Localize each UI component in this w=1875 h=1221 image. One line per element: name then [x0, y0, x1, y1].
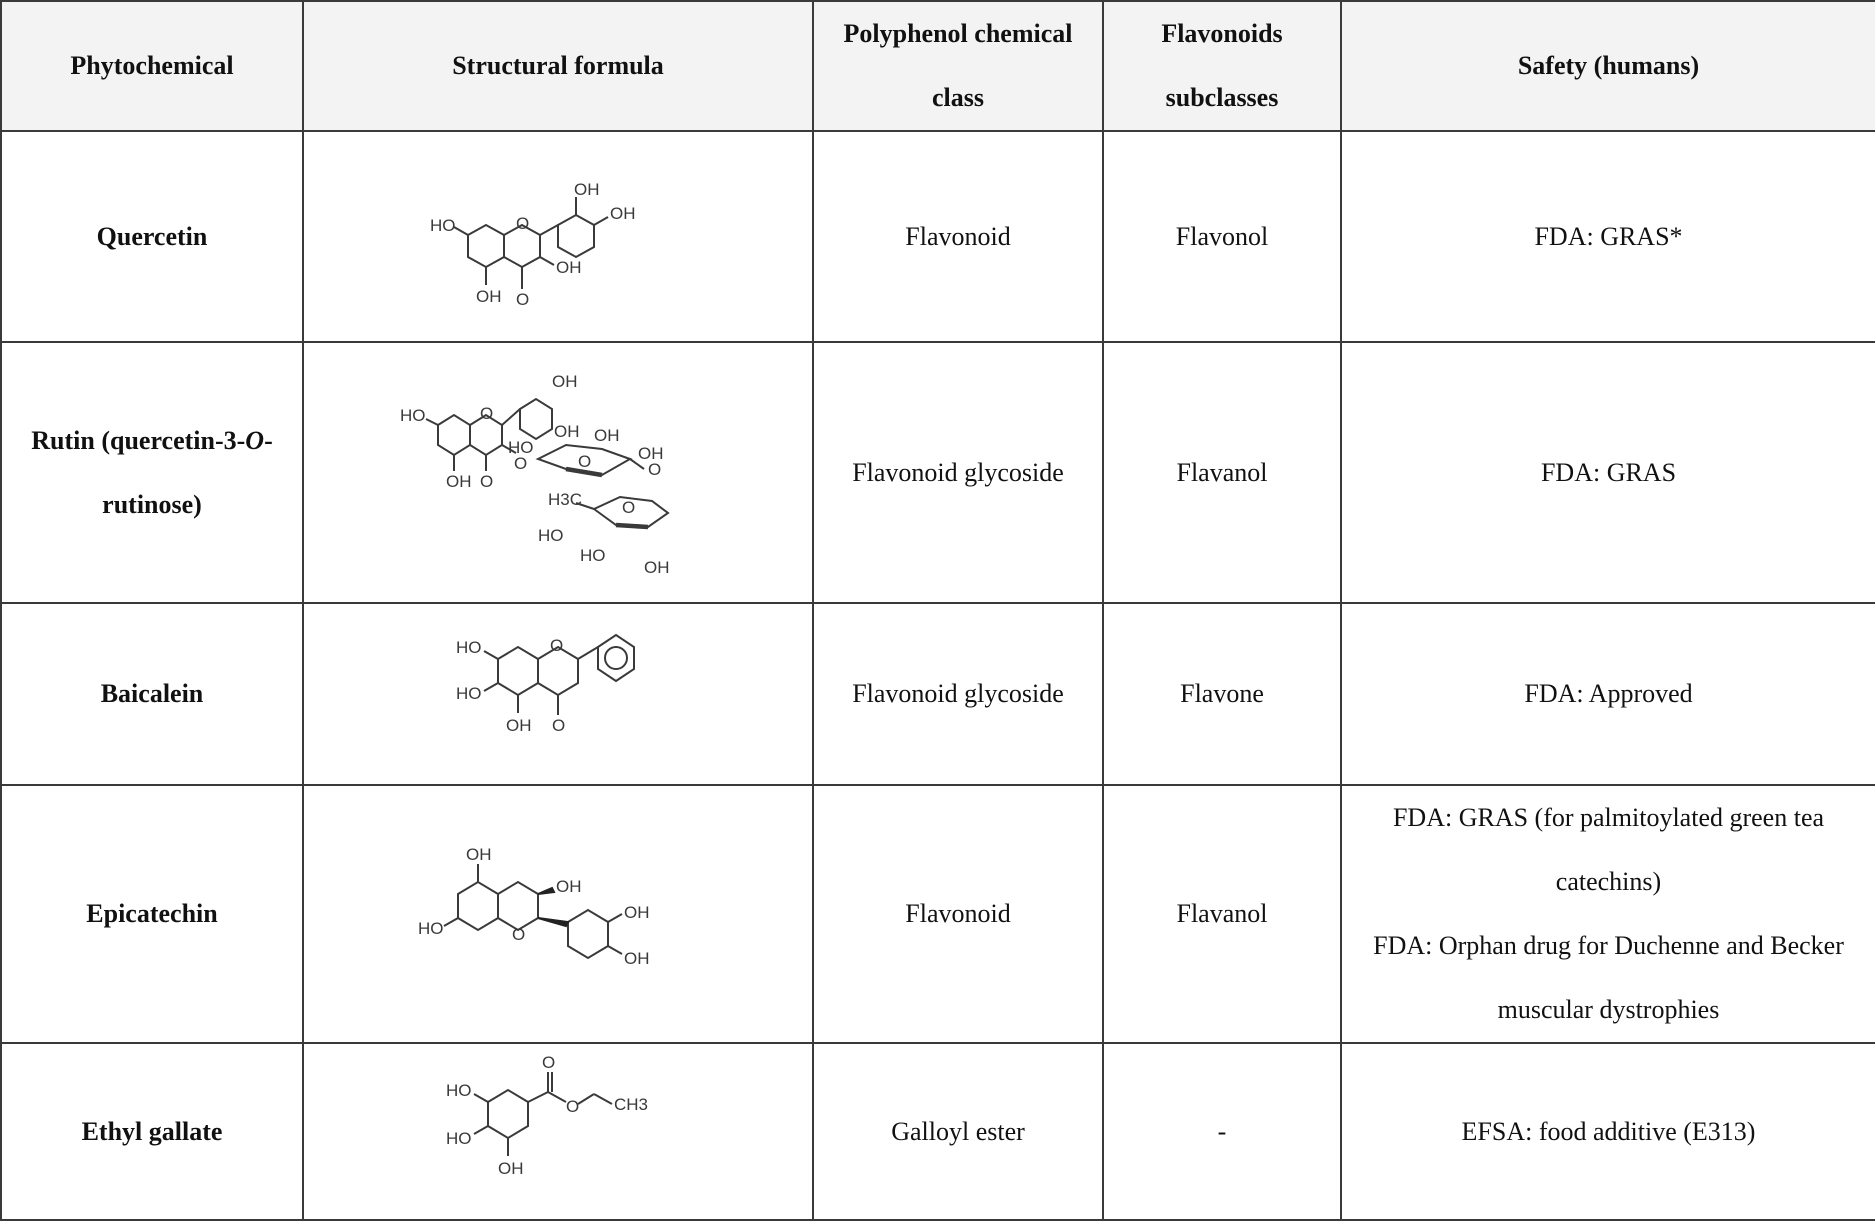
- formula-label: O: [514, 453, 528, 473]
- flavonoid-subclass: Flavone: [1103, 603, 1341, 785]
- formula-label: HO: [400, 405, 426, 425]
- phytochemical-name: Epicatechin: [1, 785, 303, 1043]
- formula-label: CH3: [614, 1094, 649, 1114]
- formula-label: HO: [456, 684, 482, 703]
- name-part: rutinose): [102, 489, 202, 519]
- formula-label: OH: [554, 421, 580, 441]
- formula-label: O: [516, 213, 530, 233]
- header-structural-formula: Structural formula: [303, 1, 813, 131]
- formula-label: HO: [446, 1128, 472, 1148]
- chemical-class: Flavonoid: [813, 785, 1103, 1043]
- safety-note: FDA: GRAS (for palmitoylated green tea catechins): [1392, 803, 1825, 896]
- baicalein-structure-image: [438, 619, 678, 769]
- header-subclasses: Flavonoids subclasses: [1103, 1, 1341, 131]
- table-row: [1, 1043, 1875, 1220]
- phytochemical-name: Quercetin: [1, 131, 303, 342]
- safety: [1341, 785, 1875, 1043]
- flavonoid-subclass: Flavanol: [1103, 785, 1341, 1043]
- formula-label: HO: [446, 1080, 472, 1100]
- header-safety: Safety (humans): [1341, 1, 1875, 131]
- table-row: [1, 342, 1875, 603]
- phytochemical-name: [1, 342, 303, 603]
- formula-label: OH: [466, 845, 492, 864]
- ethyl-gallate-structure-image: [428, 1052, 688, 1212]
- epicatechin-structure-image: [418, 824, 698, 1004]
- formula-label: O: [542, 1052, 556, 1072]
- structural-formula: [303, 785, 813, 1043]
- header-chemical-class: Polyphenol chemical class: [813, 1, 1103, 131]
- formula-label: HO: [580, 545, 606, 565]
- structural-formula: [303, 131, 813, 342]
- formula-label: HO: [430, 215, 456, 235]
- structural-formula: [303, 342, 813, 603]
- formula-label: OH: [624, 903, 650, 922]
- formula-label: O: [566, 1096, 580, 1116]
- formula-label: O: [648, 459, 662, 479]
- chemical-class: Flavonoid: [813, 131, 1103, 342]
- formula-label: OH: [552, 371, 578, 391]
- formula-label: OH: [556, 257, 582, 277]
- flavonoid-subclass: Flavanol: [1103, 342, 1341, 603]
- safety-note: EFSA: food additive (E313): [1461, 1116, 1756, 1146]
- header-phytochemical: Phytochemical: [1, 1, 303, 131]
- formula-label: OH: [644, 557, 670, 577]
- name-part: -: [264, 425, 273, 455]
- phytochemical-name: Baicalein: [1, 603, 303, 785]
- formula-label: O: [550, 636, 564, 655]
- formula-label: O: [480, 471, 494, 491]
- formula-label: O: [512, 925, 526, 944]
- safety: [1341, 342, 1875, 603]
- formula-label: O: [480, 403, 494, 423]
- formula-label: HO: [418, 919, 444, 938]
- phytochemical-name: Ethyl gallate: [1, 1043, 303, 1220]
- formula-label: OH: [556, 877, 582, 896]
- table-row: [1, 785, 1875, 1043]
- formula-label: OH: [594, 425, 620, 445]
- safety-note: FDA: GRAS: [1540, 457, 1677, 487]
- table-row: [1, 131, 1875, 342]
- structural-formula: [303, 603, 813, 785]
- structural-formula: [303, 1043, 813, 1220]
- header-row: [1, 1, 1875, 131]
- safety: [1341, 131, 1875, 342]
- chemical-class: Galloyl ester: [813, 1043, 1103, 1220]
- name-italic-part: O: [245, 425, 265, 455]
- formula-label: HO: [456, 638, 482, 657]
- safety-note: FDA: Orphan drug for Duchenne and Becker muscular dystrophies: [1373, 931, 1844, 1024]
- rutin-structure-image: [398, 363, 718, 583]
- formula-label: HO: [538, 525, 564, 545]
- table-row: [1, 603, 1875, 785]
- flavonoid-subclass: -: [1103, 1043, 1341, 1220]
- formula-label: O: [622, 497, 636, 517]
- formula-label: HO: [508, 437, 534, 457]
- formula-label: OH: [446, 471, 472, 491]
- formula-label: OH: [498, 1158, 524, 1178]
- chemical-class: Flavonoid glycoside: [813, 342, 1103, 603]
- formula-label: O: [552, 716, 566, 735]
- quercetin-structure-image: [428, 147, 688, 327]
- flavonoid-subclass: Flavonol: [1103, 131, 1341, 342]
- formula-label: OH: [638, 443, 664, 463]
- safety: [1341, 603, 1875, 785]
- safety: [1341, 1043, 1875, 1220]
- name-part: Rutin (quercetin-3-: [31, 425, 246, 455]
- chemical-class: Flavonoid glycoside: [813, 603, 1103, 785]
- formula-label: O: [578, 451, 592, 471]
- formula-label: H3C: [548, 489, 583, 509]
- formula-label: O: [516, 289, 530, 309]
- safety-note: FDA: Approved: [1524, 679, 1693, 708]
- formula-label: OH: [476, 286, 502, 306]
- safety-note: FDA: GRAS*: [1534, 221, 1683, 251]
- formula-label: OH: [610, 203, 636, 223]
- formula-label: OH: [574, 179, 600, 199]
- formula-label: OH: [506, 716, 532, 735]
- formula-label: OH: [624, 949, 650, 968]
